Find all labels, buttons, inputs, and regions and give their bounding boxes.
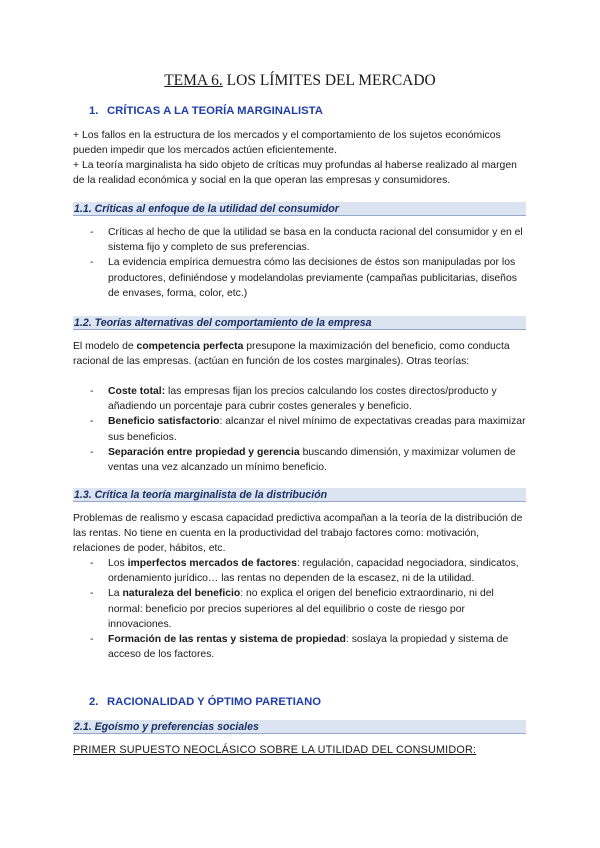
section-1-number: 1. (89, 105, 99, 117)
section-1-heading (89, 105, 323, 117)
list-item (90, 384, 530, 414)
section-2-subtitle: PRIMER SUPUESTO NEOCLÁSICO SOBRE LA UTILIDAD DEL CONSUMIDOR: (73, 744, 477, 756)
subsection-1-3-list (90, 556, 530, 662)
intro-bold-text: competencia perfecta (136, 341, 244, 352)
list-item (90, 414, 530, 444)
list-item-bold: Beneficio satisfactorio (108, 416, 220, 428)
list-item-text: las empresas fijan los precios calculando los costes directos/producto y añadiendo un porcentaje para cubrir costes generales y beneficio. (108, 386, 497, 413)
list-item (90, 445, 530, 475)
section-2-heading (89, 696, 321, 708)
section-1-intro-1: + Los fallos en la estructura de los mercados y el comportamiento de los sujetos económicos pueden impedir que los mercados actúen eficientemente. (73, 130, 501, 157)
list-item-text: : no explica el origen del beneficio extraordinario, ni del normal: beneficio por precios superiores al del equilibrio o coste de riesgo por innovaciones. (108, 588, 494, 630)
title-rest: LOS LÍMITES DEL MERCADO (222, 72, 436, 89)
list-item-text: : regulación, capacidad negociadora, sindicatos, ordenamiento jurídico… las rentas no dependen de la escasez, ni de la utilidad. (108, 558, 519, 585)
subsection-1-2-list (90, 384, 530, 475)
section-1-heading-text: CRÍTICAS A LA TEORÍA MARGINALISTA (107, 105, 323, 117)
subsection-1-3-heading: 1.3. Crítica la teoría marginalista de la distribución (73, 488, 526, 502)
list-item-text: : soslaya la propiedad y sistema de acceso de los factores. (108, 634, 509, 661)
list-item-bold: Coste total: (108, 386, 166, 397)
subsection-1-1-list (90, 225, 530, 301)
list-item (90, 586, 530, 632)
list-item (90, 632, 530, 662)
list-item: - La evidencia empírica demuestra cómo las decisiones de éstos son manipuladas por los productores, definiéndose y modelandolas previamente (campañas publicitarias, diseños de envases, forma, color, etc.) (90, 255, 530, 301)
subsection-2-1-heading: 2.1. Egoísmo y preferencias sociales (73, 720, 526, 734)
list-item-text: La (108, 588, 123, 600)
intro-text: presupone la maximización del beneficio, como conducta racional de las empresas. (actúan en función de los costes marginales). Otras teorías: (73, 341, 510, 368)
section-2-heading-text: RACIONALIDAD Y ÓPTIMO PARETIANO (107, 696, 322, 708)
list-item (90, 556, 530, 586)
subsection-1-2-intro (73, 339, 529, 369)
section-1-intro-2: + La teoría marginalista ha sido objeto de críticas muy profundas al haberse realizado al margen de la realidad económica y social en la que operan las empresas y consumidores. (73, 160, 517, 187)
list-item-bold: naturaleza del beneficio (122, 588, 241, 600)
subsection-1-2-heading: 1.2. Teorías alternativas del comportamiento de la empresa (73, 316, 526, 330)
list-item-text: buscando dimensión, y maximizar volumen de ventas una vez alcanzado un mínimo beneficio. (108, 446, 516, 474)
list-item-bold: Formación de las rentas y sistema de propiedad (108, 634, 346, 646)
list-item-text: : alcanzar el nivel mínimo de expectativas creadas para maximizar sus beneficios. (108, 416, 526, 443)
intro-text: El modelo de (73, 341, 137, 352)
subsection-1-1-heading: 1.1. Críticas al enfoque de la utilidad del consumidor (73, 202, 526, 216)
title-prefix: TEMA 6. (164, 72, 223, 89)
list-item-text: Los (108, 558, 128, 569)
list-item-bold: Separación entre propiedad y gerencia (108, 446, 300, 458)
list-item-bold: imperfectos mercados de factores (127, 558, 297, 569)
list-item: - Críticas al hecho de que la utilidad se basa en la conducta racional del consumidor y en el sistema fijo y completo de sus preferencias. (90, 225, 530, 255)
section-2-number: 2. (89, 696, 99, 708)
document-title (0, 72, 600, 90)
subsection-1-3-intro: Problemas de realismo y escasa capacidad predictiva acompañan a la teoría de la distribución de las rentas. No tiene en cuenta en la productividad del trabajo factores como: motivación, relaciones de poder, hábitos, etc. (73, 513, 523, 555)
